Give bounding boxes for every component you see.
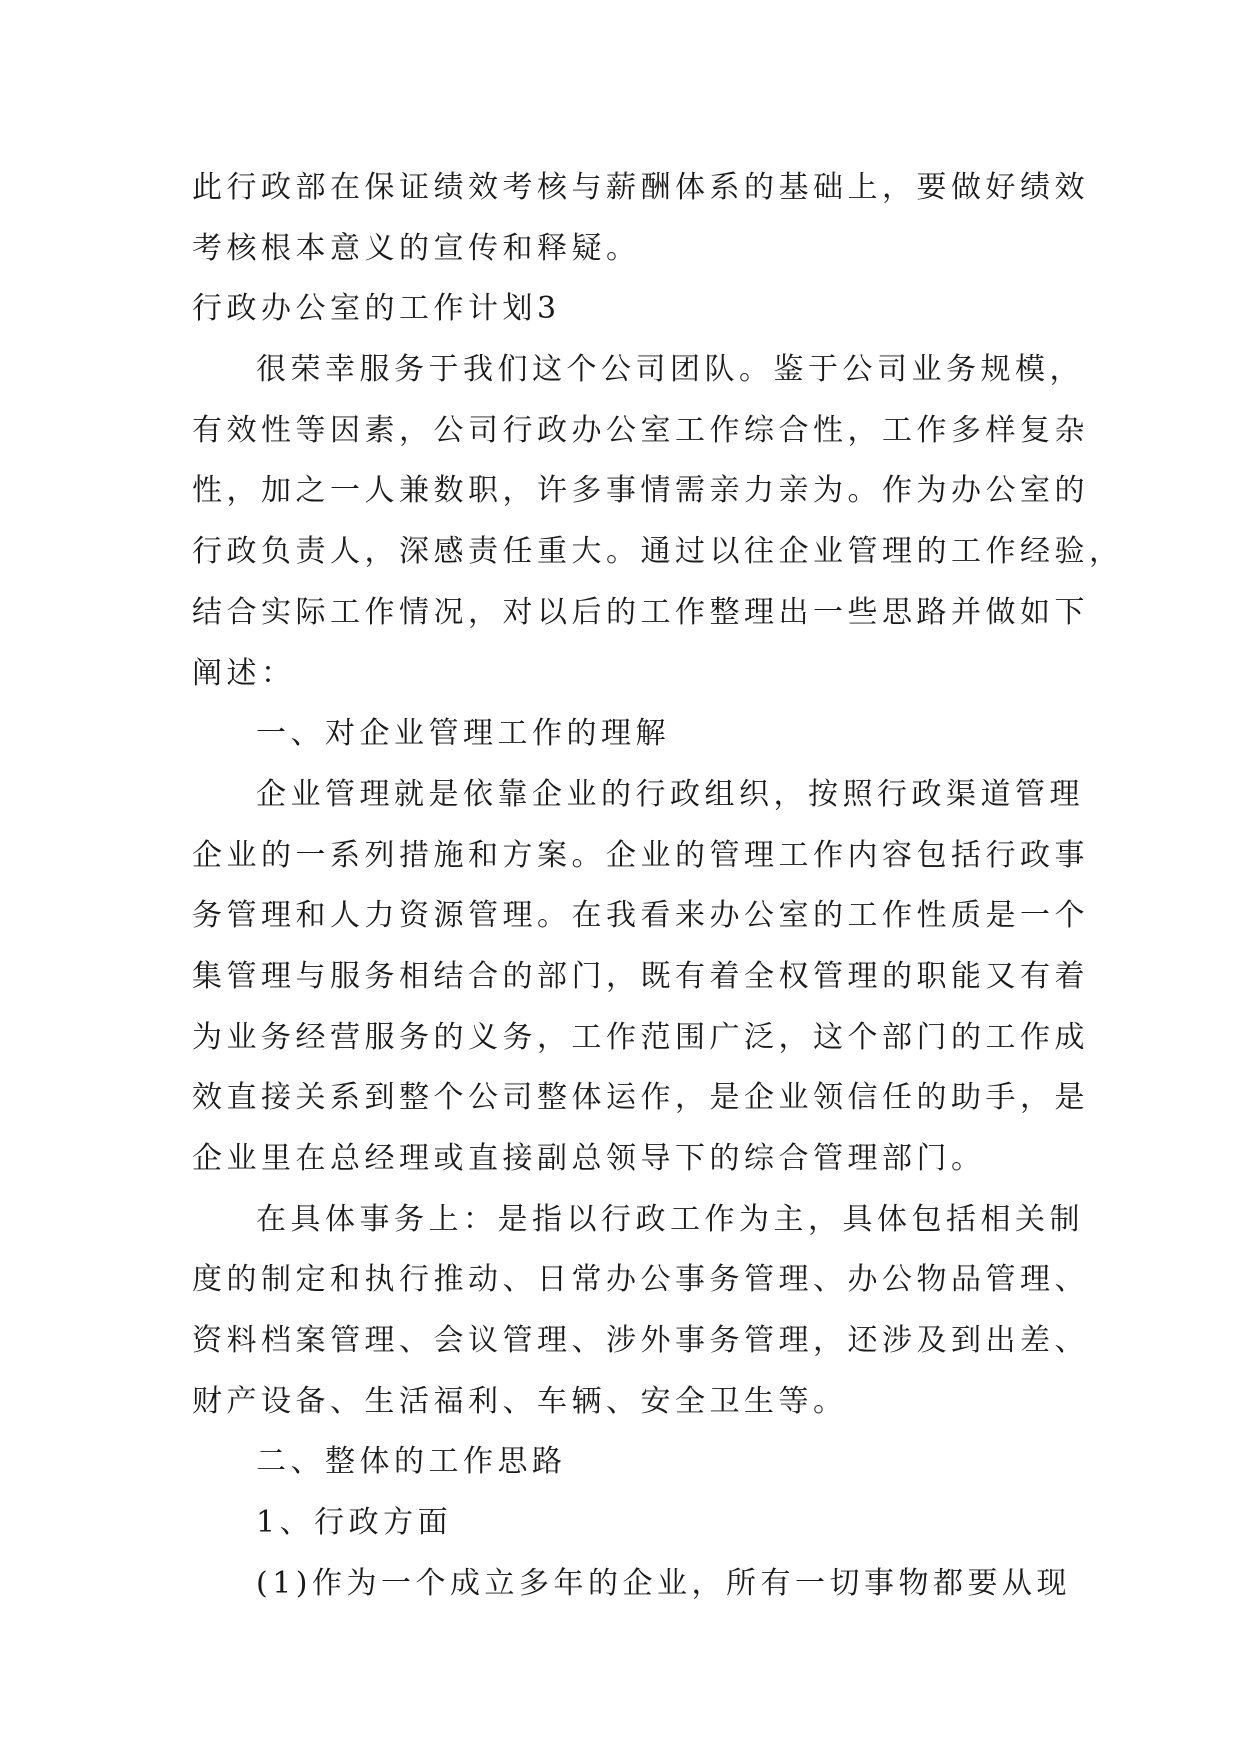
paragraph-line: 财产设备、生活福利、车辆、安全卫生等。 xyxy=(192,1383,848,1419)
paragraph-line: 有效性等因素，公司行政办公室工作综合性，工作多样复杂 xyxy=(192,412,1089,448)
paragraph-line: 集管理与服务相结合的部门，既有着全权管理的职能又有着 xyxy=(192,958,1089,994)
paragraph-line: 此行政部在保证绩效考核与薪酬体系的基础上，要做好绩效 xyxy=(192,170,1089,205)
paragraph-line: 企业管理就是依靠企业的行政组织，按照行政渠道管理 xyxy=(256,776,1084,812)
paragraph-line: 性，加之一人兼数职，许多事情需亲力亲为。作为办公室的 xyxy=(192,473,1089,509)
paragraph-line: 很荣幸服务于我们这个公司团队。鉴于公司业务规模， xyxy=(256,352,1084,388)
paragraph-line: 考核根本意义的宣传和释疑。 xyxy=(192,230,641,266)
paragraph-line: 结合实际工作情况，对以后的工作整理出一些思路并做如下 xyxy=(192,594,1089,630)
subheading-line: 1、行政方面 xyxy=(256,1505,453,1541)
paragraph-line: (1)作为一个成立多年的企业，所有一切事物都要从现 xyxy=(256,1565,1071,1601)
paragraph-line: 务管理和人力资源管理。在我看来办公室的工作性质是一个 xyxy=(192,898,1089,934)
paragraph-line: 企业的一系列措施和方案。企业的管理工作内容包括行政事 xyxy=(192,837,1089,873)
paragraph-line: 阐述： xyxy=(192,655,296,691)
paragraph-line: 效直接关系到整个公司整体运作，是企业领信任的助手，是 xyxy=(192,1080,1089,1116)
heading-line: 一、对企业管理工作的理解 xyxy=(256,716,670,752)
paragraph-line: 资料档案管理、会议管理、涉外事务管理，还涉及到出差、 xyxy=(192,1323,1089,1359)
document-body xyxy=(192,158,1124,1615)
paragraph-line: 行政负责人，深感责任重大。通过以往企业管理的工作经验， xyxy=(192,534,1124,570)
section-title: 行政办公室的工作计划3 xyxy=(192,291,561,327)
paragraph-line: 为业务经营服务的义务，工作范围广泛，这个部门的工作成 xyxy=(192,1019,1089,1055)
paragraph-line: 企业里在总经理或直接副总领导下的综合管理部门。 xyxy=(192,1141,986,1176)
paragraph-line: 在具体事务上：是指以行政工作为主，具体包括相关制 xyxy=(256,1201,1084,1237)
paragraph-line: 度的制定和执行推动、日常办公事务管理、办公物品管理、 xyxy=(192,1262,1089,1298)
heading-line: 二、整体的工作思路 xyxy=(256,1444,567,1480)
